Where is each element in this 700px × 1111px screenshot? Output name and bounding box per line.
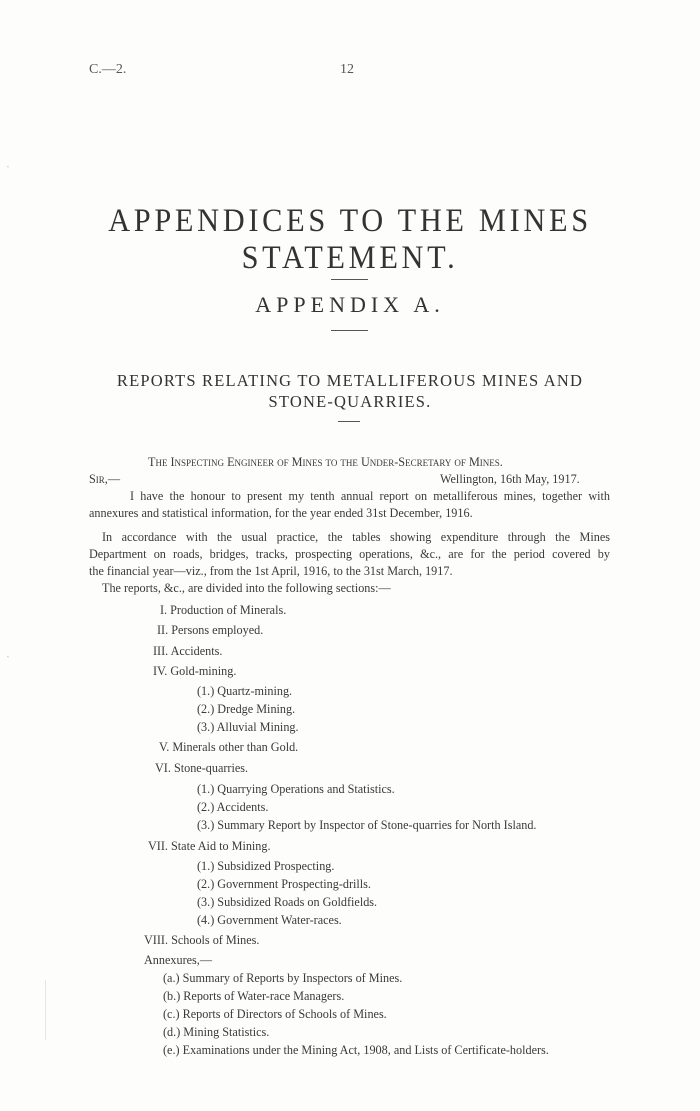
list-item: (a.) Summary of Reports by Inspectors of Mines. [163,971,403,985]
list-item: VI. Stone-quarries. [155,761,249,775]
scan-mark: · [6,650,10,664]
list-item: VIII. Schools of Mines. [144,933,260,947]
appendix-heading: APPENDIX A. [255,292,445,317]
divider-bottom [331,330,368,331]
list-item: (c.) Reports of Directors of Schools of Mines. [163,1007,387,1021]
list-item: IV. Gold-mining. [153,664,237,678]
paragraph-1-line-1: I have the honour to present my tenth annual report on metalliferous mines, together with [130,489,610,503]
list-item: V. Minerals other than Gold. [159,740,299,754]
list-item: (1.) Quarrying Operations and Statistics. [197,782,395,796]
list-item: II. Persons employed. [157,623,264,637]
list-item: (3.) Alluvial Mining. [197,720,299,734]
scan-mark: · [6,160,10,174]
paragraph-2-line-3: the financial year—viz., from the 1st April, 1916, to the 31st March, 1917. [89,564,453,578]
list-item: (d.) Mining Statistics. [163,1025,270,1039]
main-title: APPENDICES TO THE MINES STATEMENT. [108,203,592,276]
list-item: (4.) Government Water-races. [197,913,342,927]
list-item: (2.) Accidents. [197,800,269,814]
letter-date: Wellington, 16th May, 1917. [440,472,580,486]
section-heading [0,370,700,412]
section-heading-line-1: REPORTS RELATING TO METALLIFEROUS MINES AND [116,371,584,390]
paragraph-2-line-1: In accordance with the usual practice, the tables showing expenditure through the Mines [102,530,610,544]
list-item: I. Production of Minerals. [160,603,287,617]
paragraph-3: The reports, &c., are divided into the following sections:— [102,581,391,595]
list-item: (b.) Reports of Water-race Managers. [163,989,345,1003]
list-item: (3.) Summary Report by Inspector of Stone-quarries for North Island. [197,818,537,832]
list-item: (e.) Examinations under the Mining Act, 1908, and Lists of Certificate-holders. [163,1043,549,1057]
section-heading-line-2: STONE-QUARRIES. [268,392,432,411]
list-item: (1.) Subsidized Prospecting. [197,859,335,873]
list-item: (3.) Subsidized Roads on Goldfields. [197,895,378,909]
page-number: 12 [340,62,354,77]
letter-salutation: Sir,— [89,472,121,486]
divider-small [338,421,360,422]
list-item: (2.) Dredge Mining. [197,702,296,716]
list-item: Annexures,— [144,953,213,967]
paragraph-1-line-2: annexures and statistical information, for the year ended 31st December, 1916. [89,506,473,520]
list-item: VII. State Aid to Mining. [148,839,271,853]
document-reference: C.—2. [89,62,127,77]
list-item: (2.) Government Prospecting-drills. [197,877,371,891]
list-item: III. Accidents. [153,644,223,658]
letter-addressee: The Inspecting Engineer of Mines to the Under-Secretary of Mines. [148,455,503,469]
list-item: (1.) Quartz-mining. [197,684,293,698]
paragraph-2-line-2: Department on roads, bridges, tracks, prospecting operations, &c., are for the period covered by [89,547,610,561]
scan-edge-line [45,980,46,1040]
divider-top [331,279,368,280]
